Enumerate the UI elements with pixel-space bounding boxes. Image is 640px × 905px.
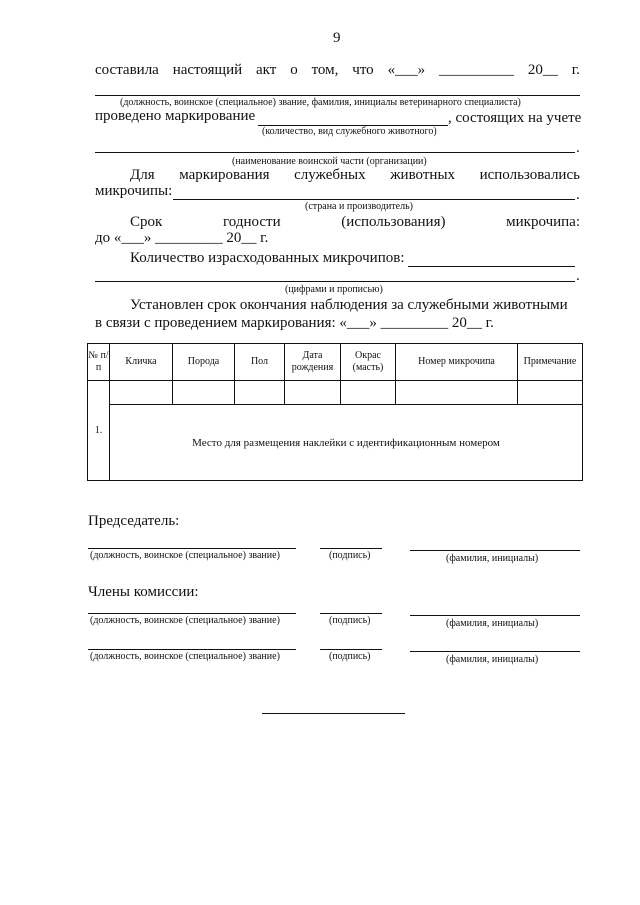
until-line: до «___» _________ 20__ г.: [95, 230, 269, 246]
caption-signature: (подпись): [329, 550, 371, 561]
marking-lead: проведено маркирование: [95, 108, 256, 124]
header-cell: Кличка: [110, 344, 173, 381]
caption-name: (фамилия, инициалы): [446, 553, 539, 564]
sticker-row: [88, 405, 583, 481]
date-month-blank: __________: [438, 62, 514, 78]
end-rule: [262, 713, 405, 714]
expiry-paragraph: [130, 214, 580, 231]
signature-line: [320, 649, 382, 650]
header-cell: Пол: [235, 344, 285, 381]
chairman-label: Председатель:: [88, 513, 180, 529]
fill-line: [95, 95, 580, 96]
caption-position: (должность, воинское (специальное) звание): [90, 651, 280, 662]
signature-line: [320, 613, 382, 614]
animals-table: [87, 343, 583, 481]
row-number: 1.: [88, 381, 110, 481]
text: использовались: [479, 167, 580, 183]
caption-signature: (подпись): [329, 615, 371, 626]
text: том,: [311, 62, 339, 78]
chips-lead: микрочипы:: [95, 183, 173, 199]
text: акт: [256, 62, 277, 78]
observation-line-1: Установлен срок окончания наблюдения за служебными животными: [130, 297, 568, 313]
text: служебных: [294, 167, 366, 183]
text: маркирования: [179, 167, 270, 183]
fill-line: [173, 199, 575, 200]
signature-line: [88, 548, 296, 549]
header-cell: № п/п: [88, 344, 110, 381]
caption-name: (фамилия, инициалы): [446, 654, 539, 665]
table-cell: [396, 381, 518, 405]
table-header-row: [88, 344, 583, 381]
caption-animal: (количество, вид служебного животного): [262, 126, 437, 137]
caption-specialist: (должность, воинское (специальное) звание, фамилия, инициалы ветеринарного специалиста): [120, 97, 521, 108]
text: составила: [95, 62, 159, 78]
table-cell: [235, 381, 285, 405]
dot: .: [576, 268, 580, 284]
signature-line: [410, 550, 580, 551]
caption-name: (фамилия, инициалы): [446, 618, 539, 629]
act-intro-line: [95, 62, 580, 79]
table-cell: [173, 381, 235, 405]
table-row: [88, 381, 583, 405]
table-cell: [110, 381, 173, 405]
caption-digits: (цифрами и прописью): [285, 284, 383, 295]
used-chips-label: Количество израсходованных микрочипов:: [130, 250, 405, 266]
header-cell: Дата рождения: [285, 344, 341, 381]
page-number: 9: [333, 30, 341, 46]
text: микрочипа:: [506, 214, 580, 230]
text: г.: [571, 62, 580, 78]
sticker-area: Место для размещения наклейки с идентификационным номером: [110, 405, 583, 481]
signature-line: [88, 613, 296, 614]
signature-line: [88, 649, 296, 650]
text: о: [290, 62, 298, 78]
text: годности: [222, 214, 281, 230]
caption-position: (должность, воинское (специальное) звание): [90, 550, 280, 561]
text: настоящий: [172, 62, 243, 78]
chips-paragraph: [130, 167, 580, 184]
text: Для: [130, 167, 155, 183]
fill-line: [408, 266, 575, 267]
date-day-blank: «___»: [387, 62, 426, 78]
caption-position: (должность, воинское (специальное) звание): [90, 615, 280, 626]
date-year-blank: 20__: [527, 62, 558, 78]
header-cell: Примечание: [518, 344, 583, 381]
table-cell: [285, 381, 341, 405]
observation-line-2: в связи с проведением маркирования: «___» _________ 20__ г.: [95, 315, 494, 331]
text: Срок: [130, 214, 163, 230]
caption-country: (страна и производитель): [305, 201, 413, 212]
fill-line: [95, 152, 575, 153]
fill-line: [95, 281, 575, 282]
header-cell: Номер микрочипа: [396, 344, 518, 381]
members-label: Члены комиссии:: [88, 584, 199, 600]
header-cell: Порода: [173, 344, 235, 381]
table-cell: [341, 381, 396, 405]
dot: .: [576, 140, 580, 156]
text: (использования): [341, 214, 446, 230]
caption-unit: (наименование воинской части (организации): [232, 156, 427, 167]
dot: .: [576, 187, 580, 203]
caption-signature: (подпись): [329, 651, 371, 662]
text: что: [352, 62, 374, 78]
text: животных: [390, 167, 456, 183]
table-cell: [518, 381, 583, 405]
signature-line: [410, 651, 580, 652]
marking-tail: , состоящих на учете: [448, 110, 582, 126]
header-cell: Окрас (масть): [341, 344, 396, 381]
signature-line: [320, 548, 382, 549]
signature-line: [410, 615, 580, 616]
